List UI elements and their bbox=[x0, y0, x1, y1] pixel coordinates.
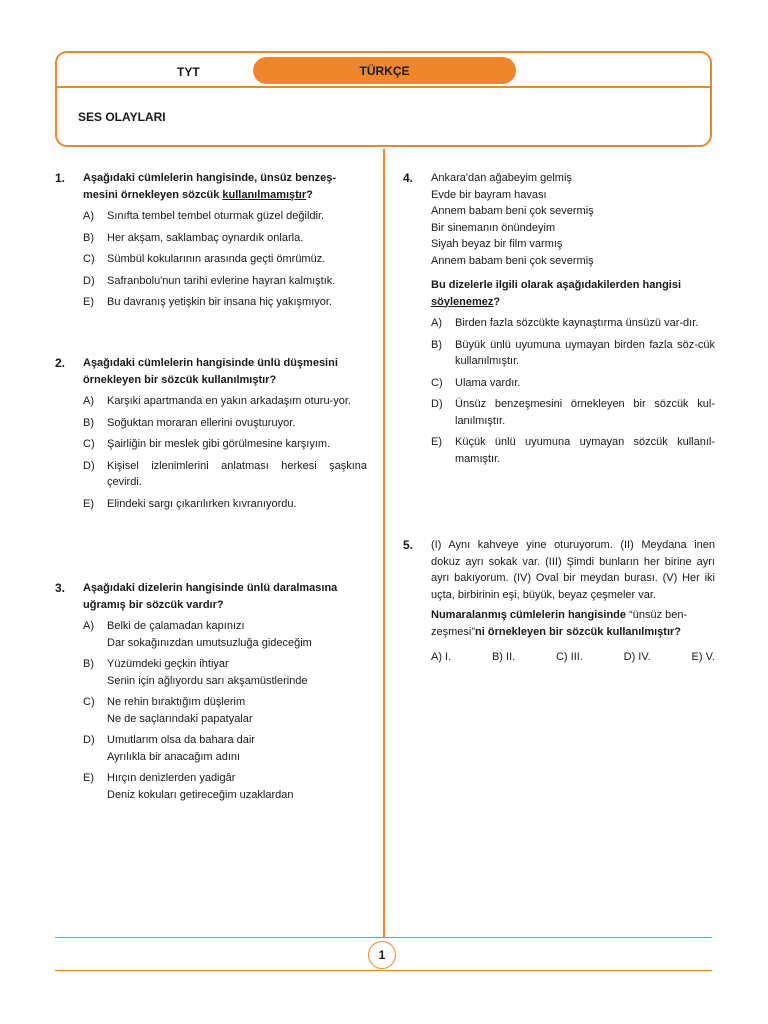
option[interactable]: C) Şairliğin bir meslek gibi görülmesine karşıyım. bbox=[83, 438, 331, 450]
question-1 bbox=[55, 170, 367, 311]
question-stem: Aşağıdaki dizelerin hangisinde ünlü daralmasına uğramış bir sözcük vardır? bbox=[83, 582, 338, 611]
poem-line: Annem babam beni çok severmiş bbox=[431, 205, 594, 217]
exam-label: TYT bbox=[177, 65, 200, 79]
option[interactable]: D) Ünsüz benzeşmesini örnekleyen bir sözcük kul-lanılmıştır. bbox=[431, 398, 715, 427]
subject-pill: TÜRKÇE bbox=[253, 57, 516, 84]
poem bbox=[431, 170, 715, 269]
option[interactable]: E) Bu davranış yetişkin bir insana hiç yakışmıyor. bbox=[83, 296, 332, 308]
question-stem: Numaralanmış cümlelerin hangisinde “ünsüz ben-zeşmesi”ni örnekleyen bir sözcük kullanılmıştır? bbox=[431, 609, 688, 638]
question-number: 4. bbox=[403, 171, 414, 185]
option[interactable]: B) Soğuktan moraran ellerini ovuşturuyor. bbox=[83, 416, 296, 429]
poem-line: Ankara'dan ağabeyim gelmiş bbox=[431, 172, 572, 184]
question-4 bbox=[403, 170, 715, 467]
option[interactable]: E) Hırçın denizlerden yadigâr Deniz kokuları getireceğim uzaklardan bbox=[83, 772, 294, 801]
option[interactable]: B) Yüzümdeki geçkin ihtiyar Senin için ağlıyordu sarı akşamüstlerinde bbox=[83, 658, 308, 687]
option[interactable]: A) Karşıki apartmanda en yakın arkadaşım oturu-yor. bbox=[83, 395, 351, 407]
option[interactable]: C) Ulama vardır. bbox=[431, 376, 521, 389]
question-number: 3. bbox=[55, 581, 66, 595]
option[interactable]: B) Büyük ünlü uyumuna uymayan birden fazla söz-cük kullanılmıştır. bbox=[431, 338, 715, 367]
question-stem: Aşağıdaki cümlelerin hangisinde ünlü düşmesini örnekleyen bir sözcük kullanılmıştır? bbox=[83, 357, 338, 386]
page-number: 1 bbox=[368, 941, 396, 969]
poem-line: Evde bir bayram havası bbox=[431, 188, 547, 201]
question-2 bbox=[55, 355, 367, 512]
question-stem: Bu dizelerle ilgili olarak aşağıdakilerden hangisi söylenemez? bbox=[431, 279, 682, 308]
option[interactable]: D) Umutlarım olsa da bahara dair Ayrılıkla bir anacağım adını bbox=[83, 734, 255, 763]
option[interactable]: E) V. bbox=[691, 651, 715, 663]
options-row bbox=[431, 649, 715, 666]
poem-line: Annem babam beni çok severmiş bbox=[431, 254, 594, 267]
option[interactable]: E) Elindeki sargı çıkarılırken kıvranıyordu. bbox=[83, 497, 297, 510]
option[interactable]: D) IV. bbox=[623, 651, 651, 663]
question-number: 5. bbox=[403, 538, 414, 552]
option[interactable]: A) Sınıfta tembel tembel oturmak güzel değildir. bbox=[83, 210, 325, 222]
question-number: 2. bbox=[55, 356, 66, 370]
column-divider bbox=[383, 149, 385, 937]
option[interactable]: E) Küçük ünlü uyumuna uymayan sözcük kullanıl-mamıştır. bbox=[431, 436, 715, 465]
footer-line-top bbox=[55, 937, 712, 938]
option[interactable]: C) Ne rehin bıraktığım düşlerim Ne de saçlarındaki papatyalar bbox=[83, 696, 253, 725]
option[interactable]: C) III. bbox=[555, 651, 583, 663]
option[interactable]: B) II. bbox=[491, 651, 516, 663]
question-3 bbox=[55, 580, 367, 803]
topic-title: SES OLAYLARI bbox=[78, 110, 166, 124]
footer-line-bottom bbox=[55, 970, 712, 971]
option[interactable]: A) Birden fazla sözcükte kaynaştırma ünsüzü var-dır. bbox=[431, 317, 699, 329]
passage: (I) Aynı kahveye yine oturuyorum. (II) Meydana inen dokuz ayrı sokak var. (III) Şimdi bunların her birine ayrı ayrı bakıyorum. (IV) Oval bir meydan burası. (V) Her iki uçta, birbirinin eşi, büyük, beyaz çeşmeler var. bbox=[431, 539, 715, 601]
option[interactable]: A) Belki de çalamadan kapınızı Dar sokağınızdan umutsuzluğa gideceğim bbox=[83, 620, 312, 649]
poem-line: Siyah beyaz bir film varmış bbox=[431, 238, 563, 250]
option[interactable]: B) Her akşam, saklambaç oynardık onlarla. bbox=[83, 231, 304, 244]
option[interactable]: D) Kişisel izlenimlerini anlatması herkesi şaşkına çevirdi. bbox=[83, 459, 367, 488]
option[interactable]: D) Safranbolu'nun tarihi evlerine hayran kalmıştık. bbox=[83, 274, 336, 287]
option[interactable]: C) Sümbül kokularının arasında geçti ömrümüz. bbox=[83, 253, 326, 265]
question-5 bbox=[403, 537, 715, 666]
poem-line: Bir sinemanın önündeyim bbox=[431, 221, 556, 234]
header-divider bbox=[57, 86, 710, 88]
question-stem: Aşağıdaki cümlelerin hangisinde, ünsüz benzeş-mesini örnekleyen sözcük kullanılmamıştır? bbox=[83, 172, 337, 201]
question-number: 1. bbox=[55, 171, 66, 185]
header-box bbox=[55, 51, 712, 147]
option[interactable]: A) I. bbox=[431, 651, 452, 663]
